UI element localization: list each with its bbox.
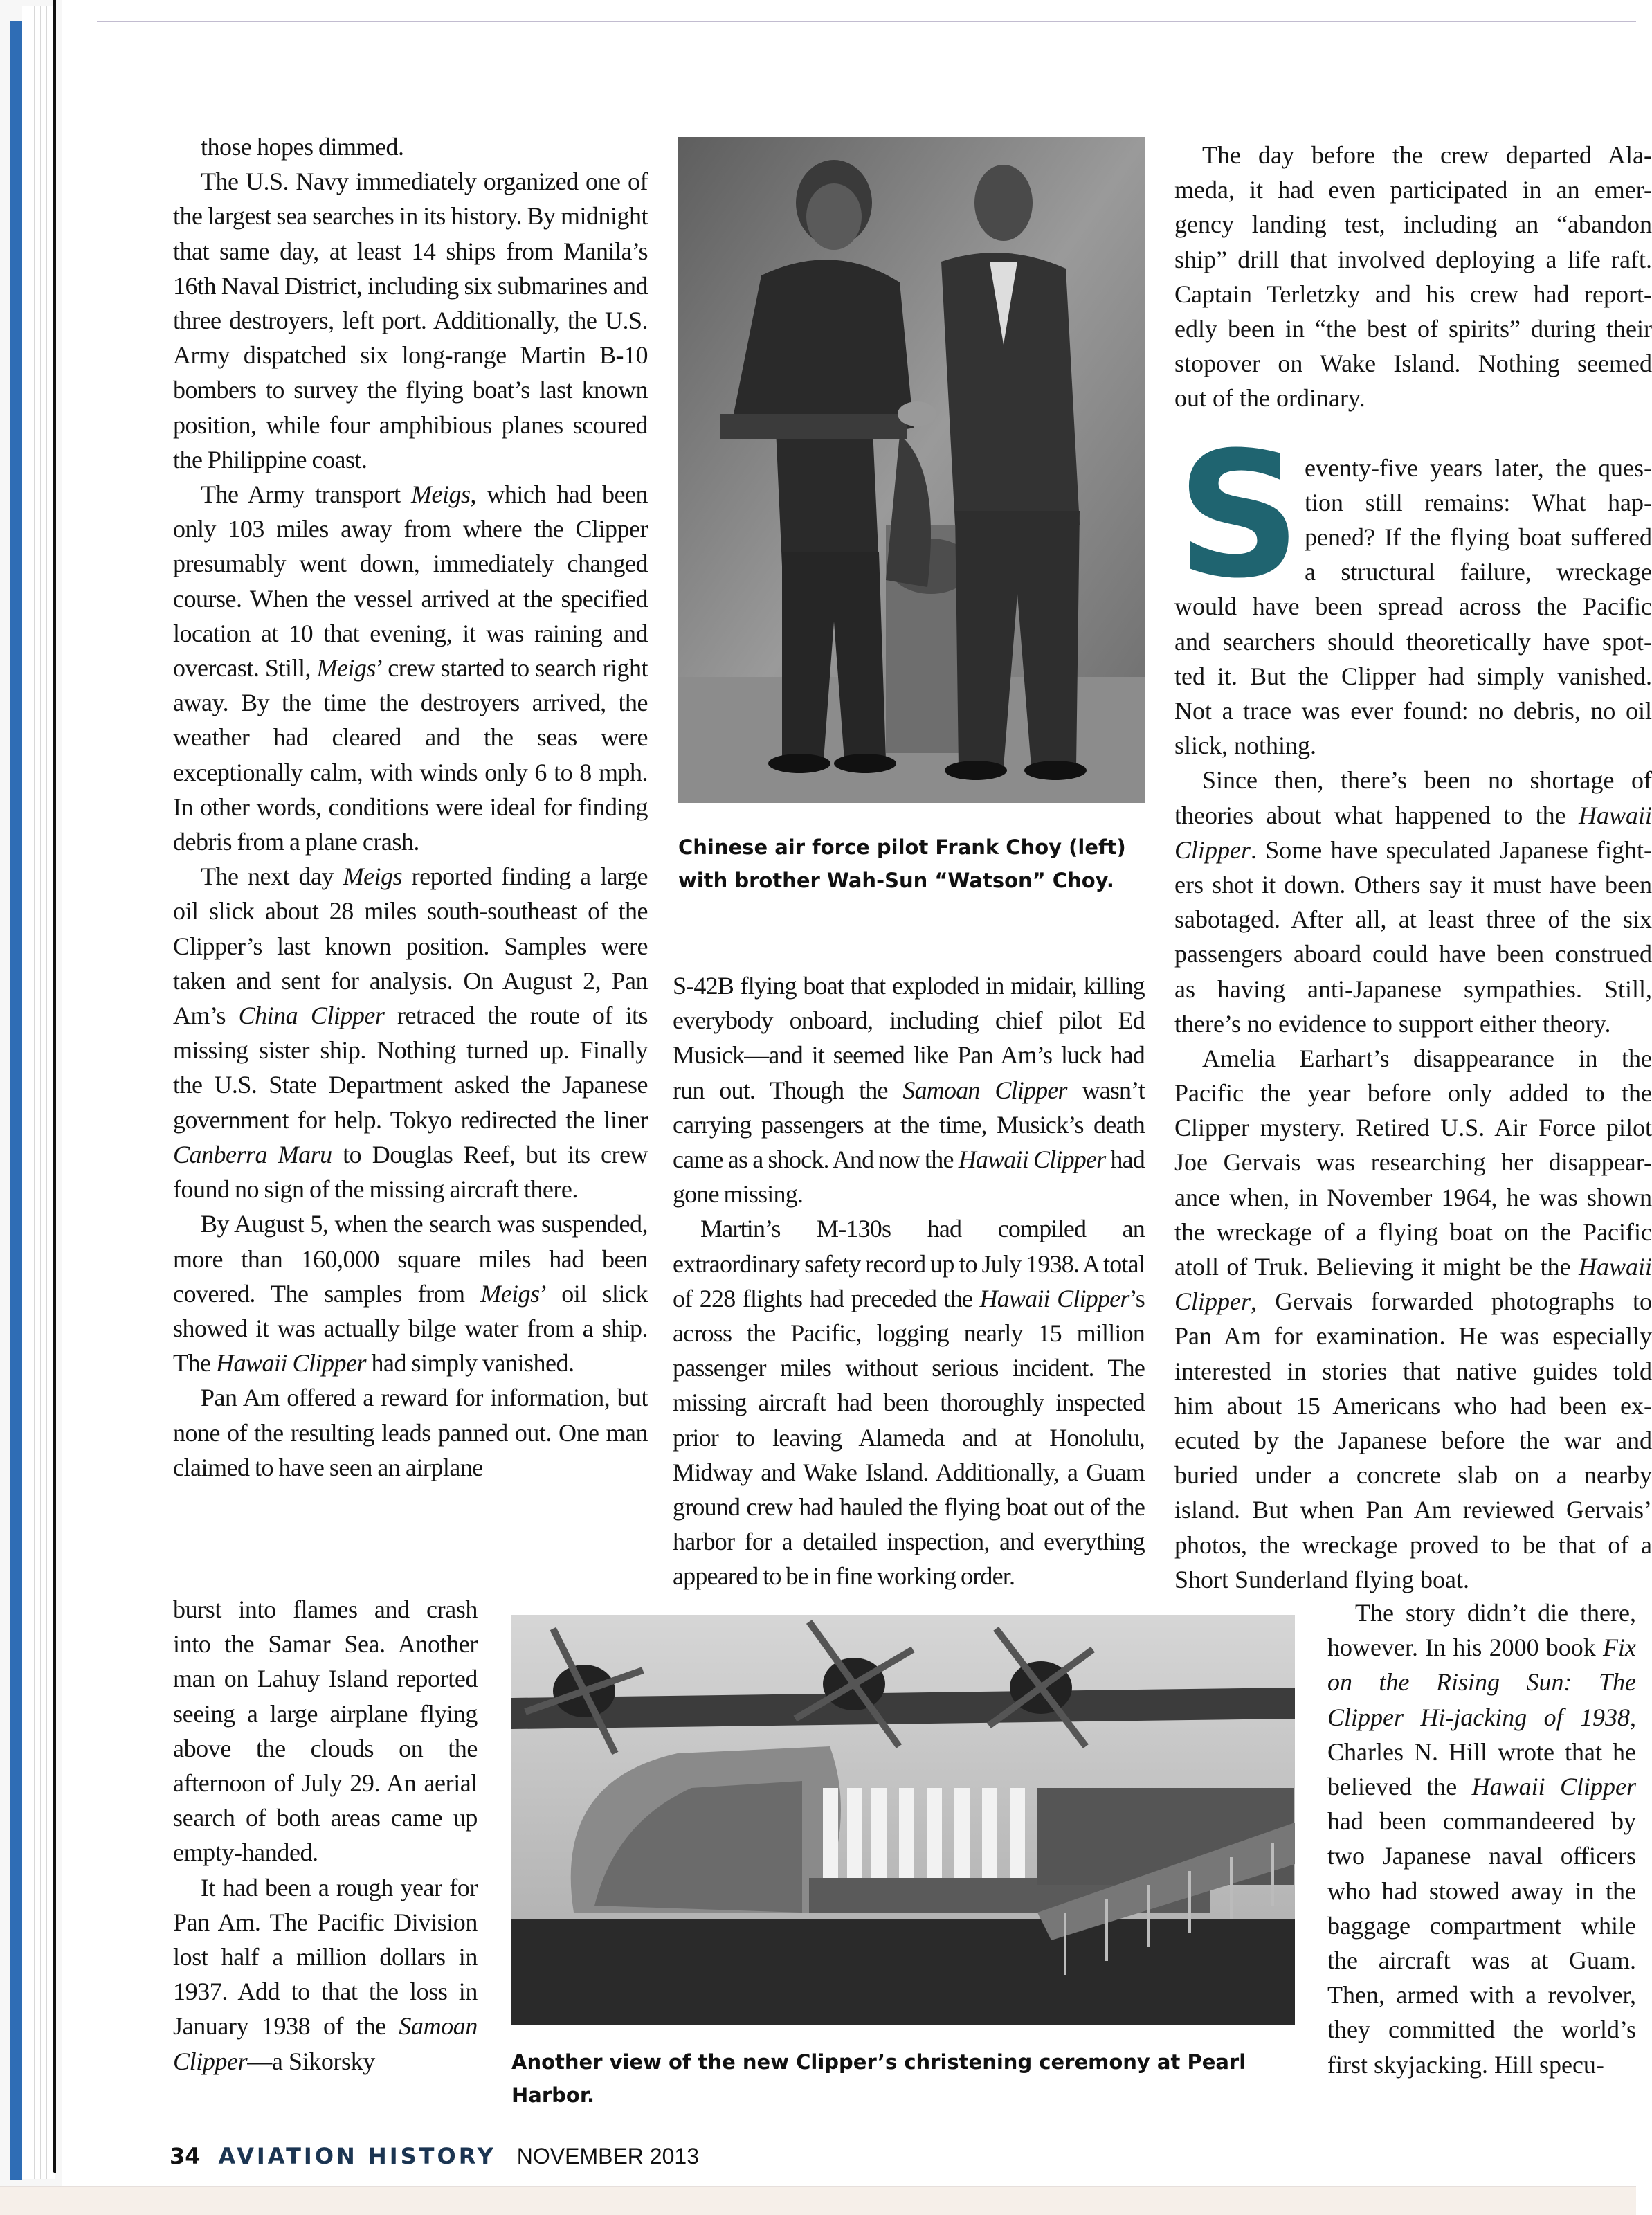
text-run: out of the ordinary. (1174, 384, 1365, 413)
text-run: stopover on Wake Island. Nothing seemed (1174, 350, 1652, 378)
text-run: . Some have speculated Japanese fight- (1251, 835, 1652, 864)
photo-clipper-christening-image (511, 1615, 1295, 2025)
text-line (1174, 138, 1652, 172)
text-run: Martin’s M-130s had compiled an extraordinary safety record up to July 1938. A total of 228 flights had preceded the (673, 1215, 1145, 1312)
text-run: ance when, in November 1964, he was shown (1174, 1183, 1652, 1211)
italic-title: Samoan Clipper (173, 2012, 478, 2075)
paragraph (1327, 1595, 1636, 2082)
text-line (1174, 1006, 1652, 1041)
text-run: retraced the route of its missing sister ship. Nothing turned up. Finally the U.S. State Department asked the Japanese government for help. Tokyo redirected the liner (173, 1002, 648, 1134)
text-run: Captain Terletzky and his crew had report- (1174, 280, 1652, 308)
text-run: ship” drill that involved deploying a life raft. (1174, 245, 1652, 273)
photo-choy-brothers (678, 137, 1145, 803)
text-line (1174, 1562, 1652, 1597)
paragraph (173, 129, 648, 164)
paragraph (173, 1380, 648, 1485)
italic-title: Hawaii Clipper (215, 1349, 366, 1377)
text-line (1174, 1319, 1652, 1353)
italic-title: Meigs (316, 654, 376, 682)
text-line (1174, 624, 1652, 659)
text-run: wasn’t carrying passengers at the time, Musick’s death came as a shock. And now the (673, 1076, 1145, 1174)
photo-caption-choy-brothers (678, 831, 1163, 897)
text-run: sabotaged. After all, at least three of the six (1174, 905, 1652, 934)
text-run: interested in stories that native guides told (1174, 1357, 1652, 1385)
text-line (1174, 1354, 1652, 1389)
text-line (1174, 277, 1652, 311)
text-line (1174, 1215, 1652, 1249)
page-footer (170, 2139, 699, 2173)
scan-bottom-edge (0, 2186, 1636, 2215)
text-line (1174, 1458, 1652, 1492)
text-run: photos, the wreckage proved to be that of a (1174, 1530, 1652, 1559)
page-border (53, 0, 56, 2173)
text-line (1174, 694, 1652, 728)
text-line (1174, 1492, 1652, 1527)
adjacent-page-edge (10, 21, 22, 2180)
text-run: reported finding a large oil slick about 28 miles south-southeast of the Clipper’s last known position. Samples were taken and sent for analysis. On August 2, Pan Am’s (173, 862, 648, 1030)
italic-title: Hawaii Clipper (1471, 1773, 1636, 1801)
text-run: gency landing test, including an “abandon (1174, 210, 1652, 239)
italic-title: Meigs (480, 1279, 540, 1308)
text-run: burst into flames and crash into the Samar Sea. Another man on Lahuy Island reported seeing a large airplane flying above the clouds on the afternoon of July 29. An aerial search of both areas came up empty-handed. (173, 1595, 478, 1867)
text-run: tion still remains: What hap- (1305, 488, 1652, 516)
drop-cap: S (1177, 415, 1302, 616)
text-run: Pacific the year before only added to the (1174, 1079, 1652, 1108)
text-run: those hopes dimmed. (201, 133, 404, 161)
text-run: Pan Am offered a reward for information, but none of the resulting leads panned out. One man claimed to have seen an airplane (173, 1384, 648, 1481)
text-line (1174, 311, 1652, 346)
caption-line: with brother Wah-Sun “Watson” Choy. (678, 869, 1114, 892)
page-stack (22, 6, 55, 2179)
text-line (1174, 172, 1652, 207)
text-line (1174, 1041, 1652, 1076)
text-line (1174, 1145, 1652, 1179)
text-line (1174, 1528, 1652, 1562)
italic-title: Fix on the Rising Sun: The Clipper Hi-jacking of 1938 (1327, 1634, 1636, 1731)
text-run: eventy-five years later, the ques- (1305, 453, 1652, 482)
caption-line: Chinese air force pilot Frank Choy (left) (678, 835, 1126, 859)
text-run: , Charles N. Hill wrote that he believed the (1327, 1703, 1636, 1801)
text-run: By August 5, when the search was suspended, more than 160,000 square miles had been covered. The samples from (173, 1210, 648, 1308)
issue-date: NOVEMBER 2013 (516, 2144, 699, 2169)
text-run: as having anti-Japanese sympathies. Still, (1174, 975, 1652, 1003)
text-line (1174, 1389, 1652, 1423)
column-3-lower (1327, 1595, 1636, 2082)
text-run: had gone missing. (673, 1146, 1145, 1209)
text-run: , which had been only 103 miles away from where the Clipper presumably went down, immediately changed course. When the vessel arrived at the specified location at 10 that evening, it was raining and overcast. Still, (173, 480, 648, 682)
italic-title: Meigs (411, 480, 471, 509)
italic-title: Hawaii Clipper (979, 1284, 1129, 1312)
text-run: meda, it had even participated in an emer- (1174, 176, 1652, 204)
text-run: Clipper mystery. Retired U.S. Air Force pilot (1174, 1114, 1652, 1142)
text-run: ’ crew started to search right away. By the time the destroyers arrived, the weather had cleared and the seas were exceptionally calm, with winds only 6 to 8 mph. In other words, conditions were ideal for finding debris from a plane crash. (173, 654, 648, 856)
text-run: atoll of Truk. Believing it might be the (1174, 1253, 1579, 1281)
text-run: ecuted by the Japanese before the war and (1174, 1426, 1652, 1454)
paragraph (1174, 138, 1652, 416)
text-run: —a Sikorsky (247, 2047, 375, 2075)
italic-title: Clipper (1174, 835, 1251, 864)
text-run: the wreckage of a flying boat on the Pacific (1174, 1218, 1652, 1246)
text-run: him about 15 Americans who had been ex- (1174, 1391, 1652, 1420)
text-run: , Gervais forwarded photographs to (1251, 1287, 1652, 1316)
text-run: The Army transport (201, 480, 412, 509)
text-line (1174, 1284, 1652, 1319)
text-line (1174, 1180, 1652, 1215)
text-line (1174, 1249, 1652, 1284)
text-run: The next day (201, 862, 343, 891)
photo-clipper-christening (511, 1615, 1295, 2025)
scan-binding-edge (0, 0, 62, 2187)
text-line (1174, 902, 1652, 937)
text-line (1174, 346, 1652, 381)
paragraph (1174, 1041, 1652, 1597)
text-run: Joe Gervais was researching her disappear- (1174, 1148, 1652, 1177)
photo-choy-brothers-image (678, 137, 1145, 803)
text-line (1174, 381, 1652, 415)
text-run: It had been a rough year for Pan Am. The Pacific Division lost half a million dollars in 1937. Add to that the loss in January 1938 of the (173, 1873, 478, 2041)
text-run: to Douglas Reef, but its crew found no sign of the missing aircraft there. (173, 1140, 648, 1204)
text-run: edly been in “the best of spirits” during their (1174, 314, 1652, 343)
italic-title: China Clipper (238, 1002, 385, 1030)
text-line (1174, 798, 1652, 833)
text-run: and searchers should theoretically have spot- (1174, 627, 1652, 656)
paragraph (673, 968, 1145, 1211)
text-run: pened? If the flying boat suffered (1305, 523, 1652, 552)
italic-title: Samoan Clipper (902, 1076, 1067, 1104)
text-run: there’s no evidence to support either theory. (1174, 1009, 1611, 1038)
text-run: Since then, there’s been no shortage of (1202, 766, 1652, 795)
column-3-upper (1174, 138, 1652, 1597)
italic-title: Meigs (343, 862, 403, 891)
text-run: had been commandeered by two Japanese naval officers who had stowed away in the baggage compartment while the aircraft was at Guam. Then, armed with a revolver, they committed the world’s first skyjacking. Hill specu- (1327, 1807, 1636, 2079)
italic-title: Clipper (1174, 1287, 1251, 1316)
text-line (1174, 242, 1652, 277)
text-run: ers shot it down. Others say it must have been (1174, 870, 1652, 898)
text-run: ’s across the Pacific, logging nearly 15 million passenger miles without serious incident. The missing aircraft had been thoroughly inspected prior to leaving Alameda and at Honolulu, Midway and Wake Island. Additionally, a Guam ground crew had hauled the flying boat out of the harbor for a detailed inspection, and everything appeared to be in fine working order. (673, 1284, 1145, 1591)
paragraph (173, 477, 648, 859)
text-line (1174, 972, 1652, 1006)
text-run: Pan Am for examination. He was especially (1174, 1322, 1652, 1350)
text-line (1174, 1423, 1652, 1458)
text-line (1174, 867, 1652, 902)
text-run: had simply vanished. (366, 1349, 574, 1377)
column-1-upper (173, 129, 648, 1485)
photo-caption-clipper-christening: Another view of the new Clipper’s christening ceremony at Pearl Harbor. (511, 2050, 1246, 2107)
text-run: ’ oil slick showed it was actually bilge water from a ship. The (173, 1279, 648, 1377)
text-run: Short Sunderland flying boat. (1174, 1565, 1469, 1593)
paragraph (173, 1206, 648, 1380)
text-run: Not a trace was ever found: no debris, no oil (1174, 697, 1652, 725)
text-run: a structural failure, wreckage (1305, 558, 1652, 586)
page-number: 34 (170, 2143, 201, 2169)
italic-title: Canberra Maru (173, 1140, 332, 1168)
paragraph (173, 859, 648, 1206)
text-run: Amelia Earhart’s disappearance in the (1202, 1044, 1652, 1072)
text-run: island. But when Pan Am reviewed Gervais’ (1174, 1496, 1652, 1524)
text-line (1174, 833, 1652, 867)
text-run: ted it. But the Clipper had simply vanished. (1174, 662, 1652, 690)
text-run: The U.S. Navy immediately organized one of the largest sea searches in its history. By midnight that same day, at least 14 ships from Manila’s 16th Naval District, including six submarines and three destroyers, left port. Additionally, the U.S. Army dispatched six long-range Martin B-10 bombers to survey the flying boat’s last known position, while four amphibious planes scoured the Philippine coast. (173, 168, 648, 473)
paragraph (673, 1211, 1145, 1593)
italic-title: Hawaii Clipper (958, 1146, 1106, 1174)
text-line (1174, 937, 1652, 971)
scan-top-edge (97, 21, 1636, 22)
text-run: slick, nothing. (1174, 732, 1316, 760)
paragraph (173, 164, 648, 477)
text-run: The story didn’t die there, however. In his 2000 book (1327, 1599, 1636, 1662)
text-line (1174, 763, 1652, 797)
text-line (1174, 1076, 1652, 1110)
text-line (1174, 728, 1652, 763)
text-run: buried under a concrete slab on a nearby (1174, 1461, 1652, 1490)
column-1-lower (173, 1592, 478, 2079)
text-run: passengers aboard could have been construed (1174, 940, 1652, 968)
column-2 (673, 968, 1145, 1594)
text-line (1174, 1110, 1652, 1145)
text-run: The day before the crew departed Ala- (1202, 141, 1652, 169)
text-line (1174, 659, 1652, 694)
paragraph (173, 1592, 478, 1870)
magazine-name: AVIATION HISTORY (218, 2143, 496, 2169)
text-run: would have been spread across the Pacific (1174, 593, 1652, 621)
paragraph (1174, 763, 1652, 1041)
italic-title: Hawaii (1578, 1253, 1652, 1281)
text-run: theories about what happened to the (1174, 801, 1579, 829)
text-line (1174, 207, 1652, 242)
paragraph (173, 1870, 478, 2079)
italic-title: Hawaii (1578, 801, 1652, 829)
text-run: S-42B flying boat that exploded in midair, killing everybody onboard, including chief pilot Ed Musick—and it seemed like Pan Am’s luck had run out. Though the (673, 972, 1145, 1104)
